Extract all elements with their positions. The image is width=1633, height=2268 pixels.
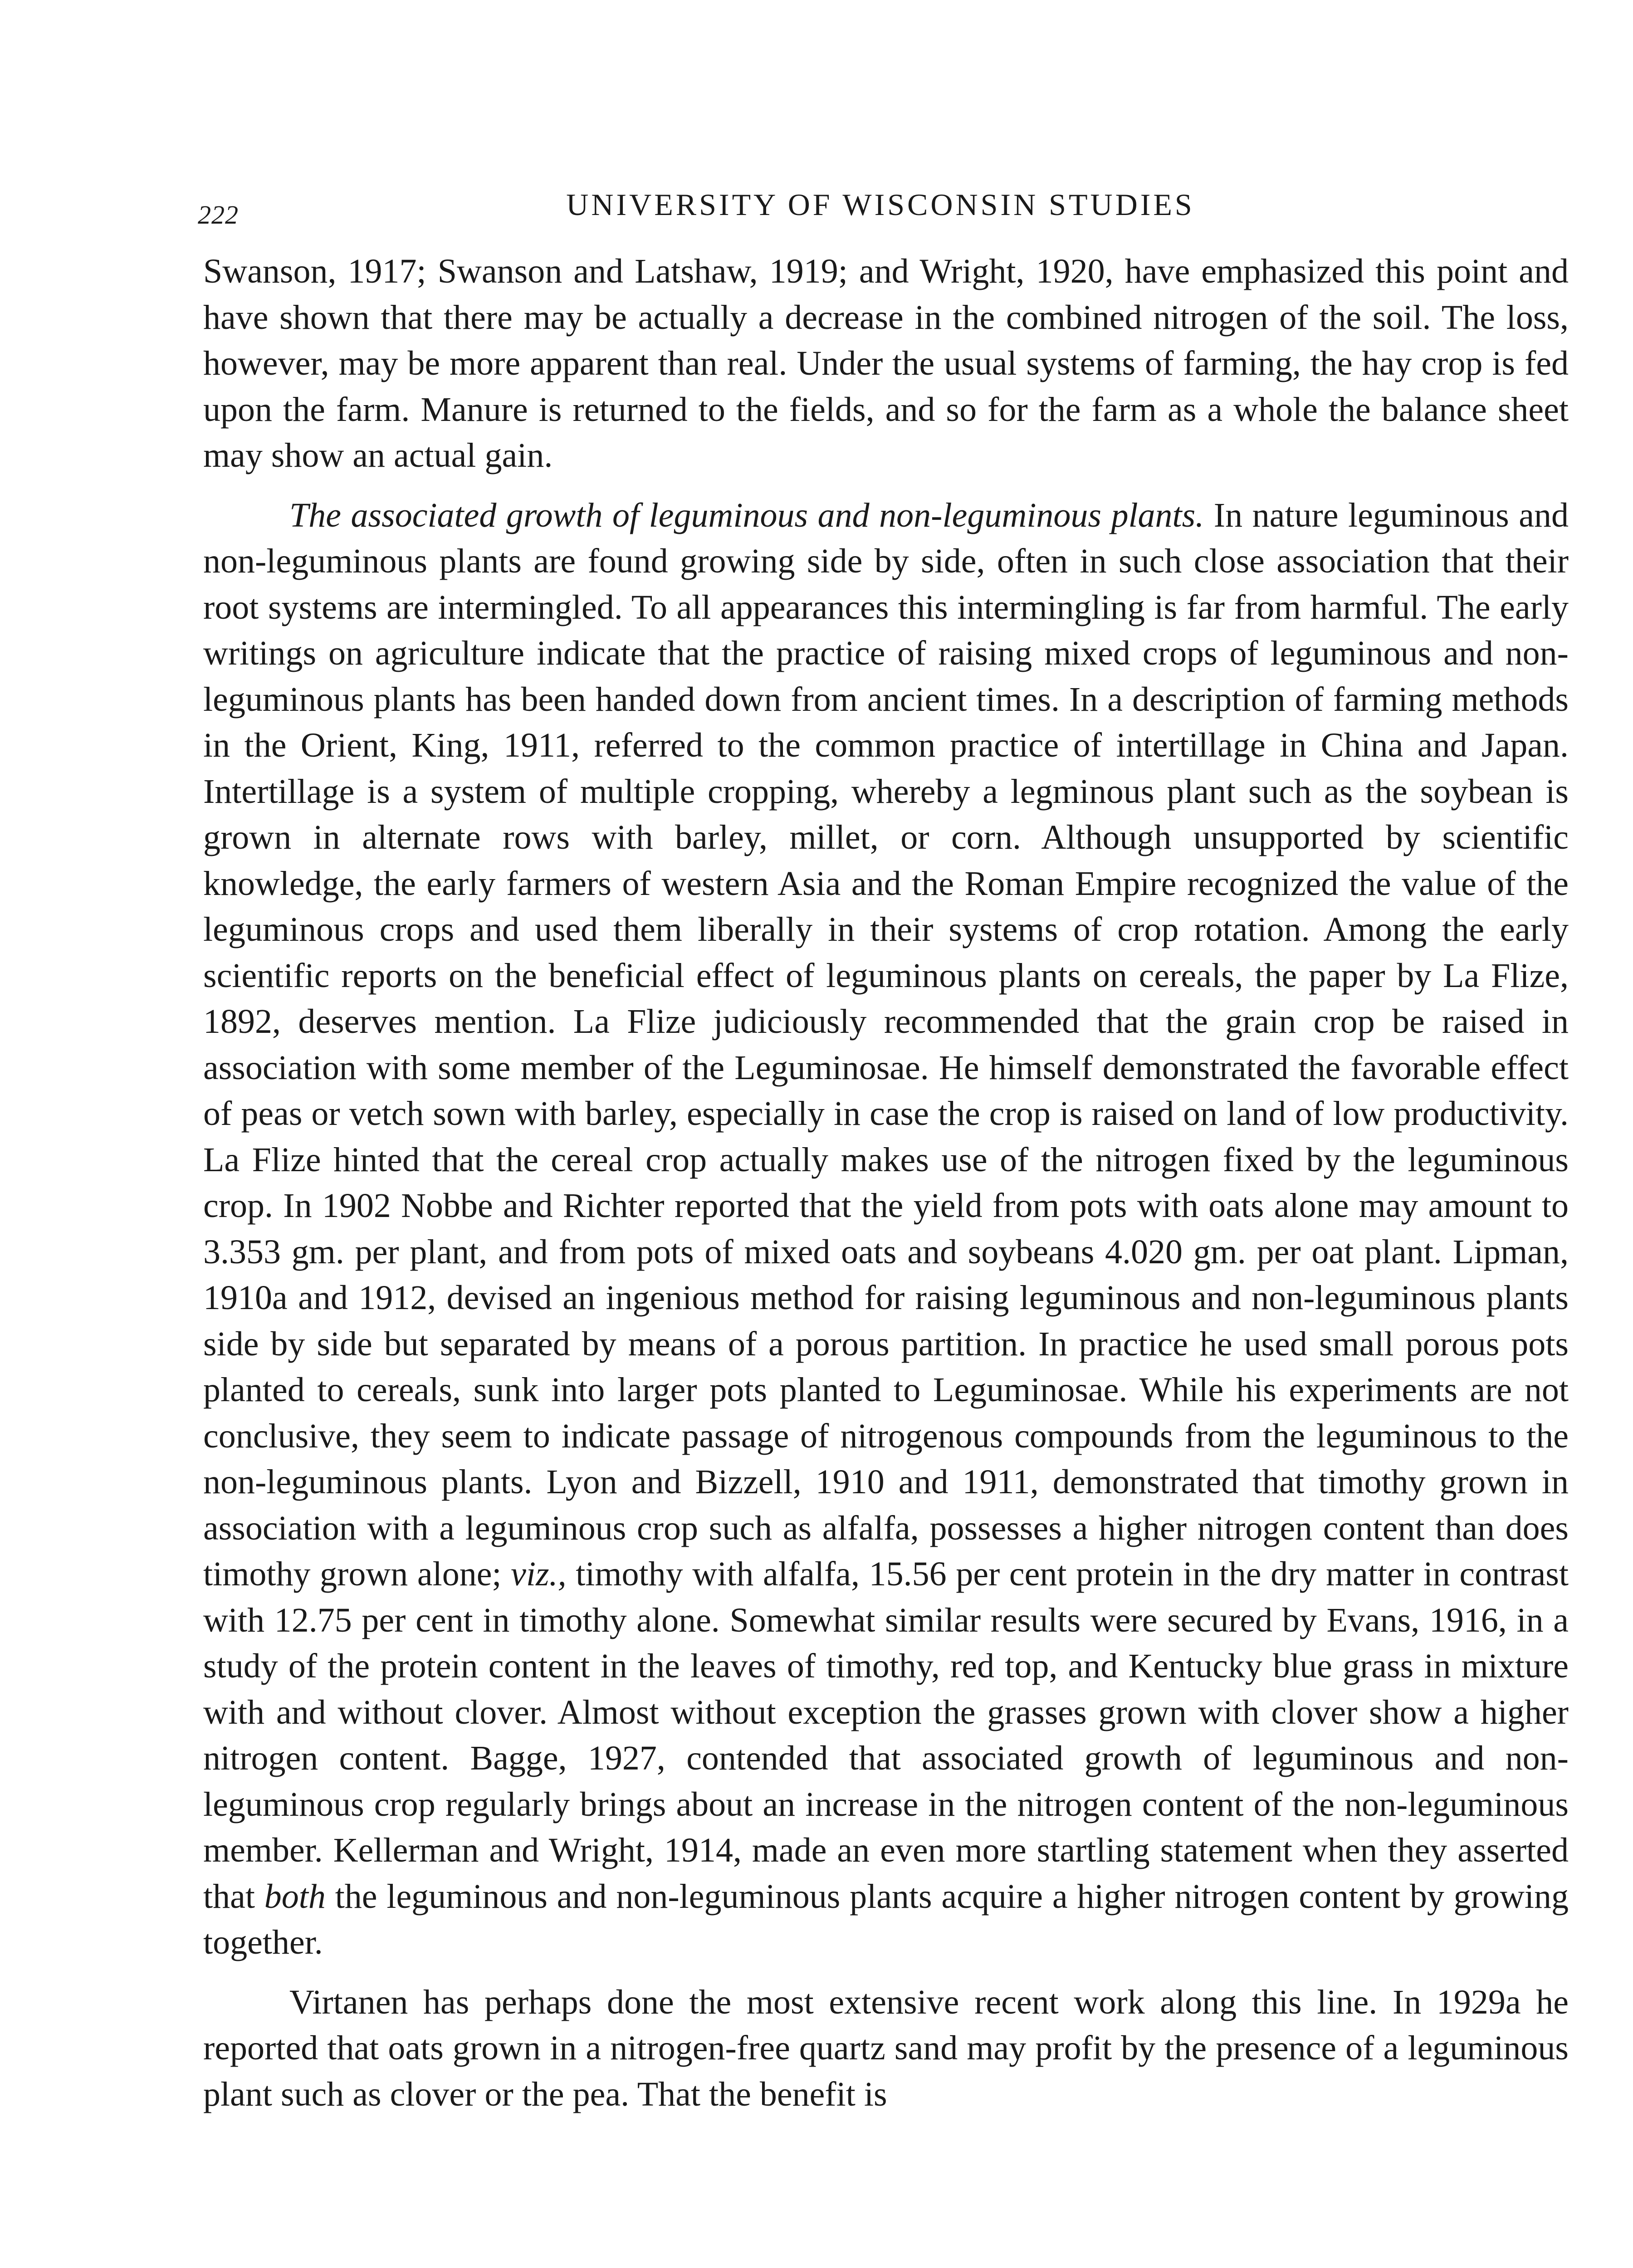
paragraph-3: Virtanen has perhaps done the most extensive recent work along this line. In 1929a he reported that oats grown in a nitrogen-free quartz sand may profit by the presence of a leguminous plant such as clover or the pea. That the benefit is <box>203 1983 1569 2113</box>
emphasis-both: both <box>264 1877 326 1916</box>
section-heading: The associated growth of leguminous and non-leguminous plants. <box>289 496 1204 534</box>
running-head: UNIVERSITY OF WISCONSIN STUDIES <box>566 187 1195 222</box>
viz-abbreviation: viz., <box>511 1555 567 1593</box>
paragraph-1: Swanson, 1917; Swanson and Latshaw, 1919; and Wright, 1920, have emphasized this point and have shown that there may be actually a decrease in the combined nitrogen of the soil. The loss, however, may be more apparent than real. Under the usual systems of farming, the hay crop is fed upon the farm. Manure is returned to the fields, and so for the farm as a whole the balance sheet may show an actual gain. <box>203 252 1569 474</box>
paragraph-2 <box>203 493 1569 1966</box>
page-header <box>198 187 1563 232</box>
page-number: 222 <box>198 200 239 230</box>
body-text <box>203 249 1569 2117</box>
paragraph-2-text-b: timothy with alfalfa, 15.56 per cent protein in the dry matter in contrast with 12.75 per cent in timothy alone. Somewhat similar results were secured by Evans, 1916, in a study of the protein content in the leaves of timothy, red top, and Kentucky blue grass in mixture with and without clover. Almost without exception the grasses grown with clover show a higher nitrogen content. Bagge, 1927, contended that associated growth of leguminous and non-leguminous crop regularly brings about an increase in the nitrogen content of the non-leguminous member. Kellerman and Wright, 1914, made an even more startling statement when they asserted that <box>203 1555 1569 1916</box>
paragraph-2-text-a: In nature leguminous and non-leguminous plants are found growing side by side, often in such close association that their root systems are intermingled. To all appearances this intermingling is far from harmful. The early writings on agriculture indicate that the practice of raising mixed crops of leguminous and non-leguminous plants has been handed down from ancient times. In a description of farming methods in the Orient, King, 1911, referred to the common practice of intertillage in China and Japan. Intertillage is a system of multiple cropping, whereby a legminous plant such as the soybean is grown in alternate rows with barley, millet, or corn. Although unsupported by scientific knowledge, the early farmers of western Asia and the Roman Empire recognized the value of the leguminous crops and used them liberally in their systems of crop rotation. Among the early scientific reports on the beneficial effect of leguminous plants on cereals, the paper by La Flize, 1892, deserves mention. La Flize judiciously recommended that the grain crop be raised in association with some member of the Leguminosae. He himself demonstrated the favorable effect of peas or vetch sown with barley, especially in case the crop is raised on land of low productivity. La Flize hinted that the cereal crop actually makes use of the nitrogen fixed by the leguminous crop. In 1902 Nobbe and Richter reported that the yield from pots with oats alone may amount to 3.353 gm. per plant, and from pots of mixed oats and soybeans 4.020 gm. per oat plant. Lipman, 1910a and 1912, devised an ingenious method for raising leguminous and non-leguminous plants side by side but separated by means of a porous partition. In practice he used small porous pots planted to cereals, sunk into larger pots planted to Leguminosae. While his experiments are not conclusive, they seem to indicate passage of nitrogenous compounds from the leguminous to the non-leguminous plants. Lyon and Bizzell, 1910 and 1911, demonstrated that timothy grown in association with a leguminous crop such as alfalfa, possesses a higher nitrogen content than does timothy grown alone; <box>203 496 1569 1593</box>
paragraph-2-text-c: the leguminous and non-leguminous plants acquire a higher nitrogen content by growing together. <box>203 1877 1569 1961</box>
